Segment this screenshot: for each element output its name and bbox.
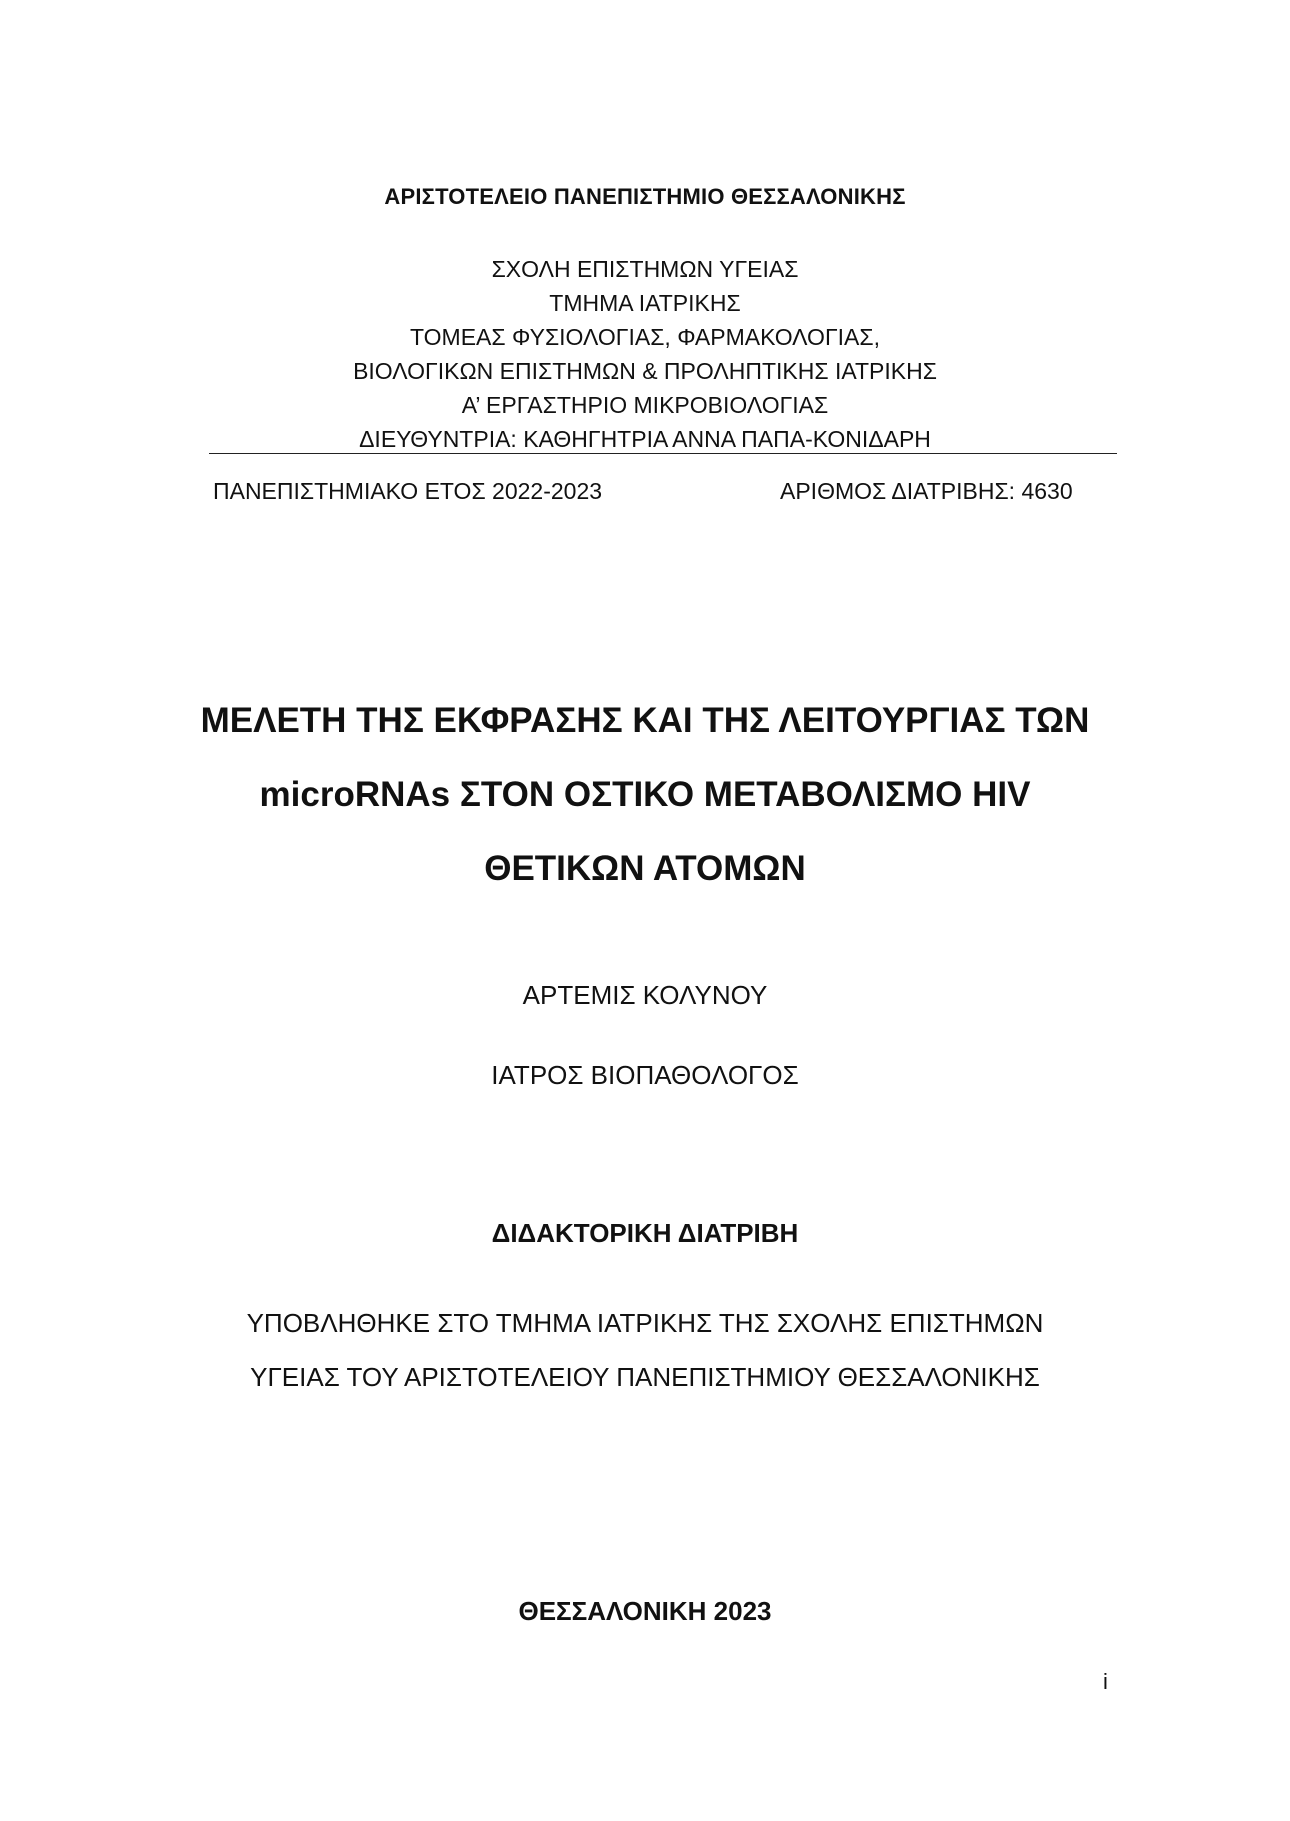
title-line-3: ΘΕΤΙΚΩΝ ΑΤΟΜΩΝ [484, 849, 806, 888]
header-divider [209, 453, 1117, 454]
thesis-number: ΑΡΙΘΜΟΣ ΔΙΑΤΡΙΒΗΣ: 4630 [780, 478, 1073, 504]
laboratory-line: Α’ ΕΡΓΑΣΤΗΡΙΟ ΜΙΚΡΟΒΙΟΛΟΓΙΑΣ [461, 392, 829, 418]
sector-line-1: ΤΟΜΕΑΣ ΦΥΣΙΟΛΟΓΙΑΣ, ΦΑΡΜΑΚΟΛΟΓΙΑΣ, [410, 324, 880, 350]
school-line: ΣΧΟΛΗ ΕΠΙΣΤΗΜΩΝ ΥΓΕΙΑΣ [491, 256, 799, 282]
author-name: ΑΡΤΕΜΙΣ ΚΟΛΥΝΟΥ [522, 980, 768, 1010]
title-line-2: microRNAs ΣΤΟΝ ΟΣΤΙΚΟ ΜΕΤΑΒΟΛΙΣΜΟ HIV [259, 775, 1031, 814]
sector-line-2: ΒΙΟΛΟΓΙΚΩΝ ΕΠΙΣΤΗΜΩΝ & ΠΡΟΛΗΠΤΙΚΗΣ ΙΑΤΡΙΚΗΣ [353, 358, 937, 384]
author-profession: ΙΑΤΡΟΣ ΒΙΟΠΑΘΟΛΟΓΟΣ [491, 1060, 799, 1090]
submission-line-1: ΥΠΟΒΛΗΘΗΚΕ ΣΤΟ ΤΜΗΜΑ ΙΑΤΡΙΚΗΣ ΤΗΣ ΣΧΟΛΗΣ ΕΠΙΣΤΗΜΩΝ [246, 1308, 1044, 1338]
submission-line-2: ΥΓΕΙΑΣ ΤΟΥ ΑΡΙΣΤΟΤΕΛΕΙΟΥ ΠΑΝΕΠΙΣΤΗΜΙΟΥ ΘΕΣΣΑΛΟΝΙΚΗΣ [250, 1362, 1040, 1392]
city-year: ΘΕΣΣΑΛΟΝΙΚΗ 2023 [518, 1596, 772, 1626]
thesis-type: ΔΙΔΑΚΤΟΡΙΚΗ ΔΙΑΤΡΙΒΗ [491, 1218, 799, 1248]
title-line-1: ΜΕΛΕΤΗ ΤΗΣ ΕΚΦΡΑΣΗΣ ΚΑΙ ΤΗΣ ΛΕΙΤΟΥΡΓΙΑΣ ΤΩΝ [200, 701, 1090, 740]
department-block [0, 252, 1290, 456]
page-number: i [1103, 1669, 1108, 1694]
director-line: ΔΙΕΥΘΥΝΤΡΙΑ: ΚΑΘΗΓΗΤΡΙΑ ΑΝΝΑ ΠΑΠΑ-ΚΟΝΙΔΑΡΗ [359, 426, 931, 452]
academic-year: ΠΑΝΕΠΙΣΤΗΜΙΑΚΟ ΕΤΟΣ 2022-2023 [213, 478, 603, 504]
department-line: ΤΜΗΜΑ ΙΑΤΡΙΚΗΣ [549, 290, 741, 316]
thesis-title [0, 684, 1290, 906]
university-name: ΑΡΙΣΤΟΤΕΛΕΙΟ ΠΑΝΕΠΙΣΤΗΜΙΟ ΘΕΣΣΑΛΟΝΙΚΗΣ [384, 184, 906, 209]
submission-statement [0, 1296, 1290, 1404]
